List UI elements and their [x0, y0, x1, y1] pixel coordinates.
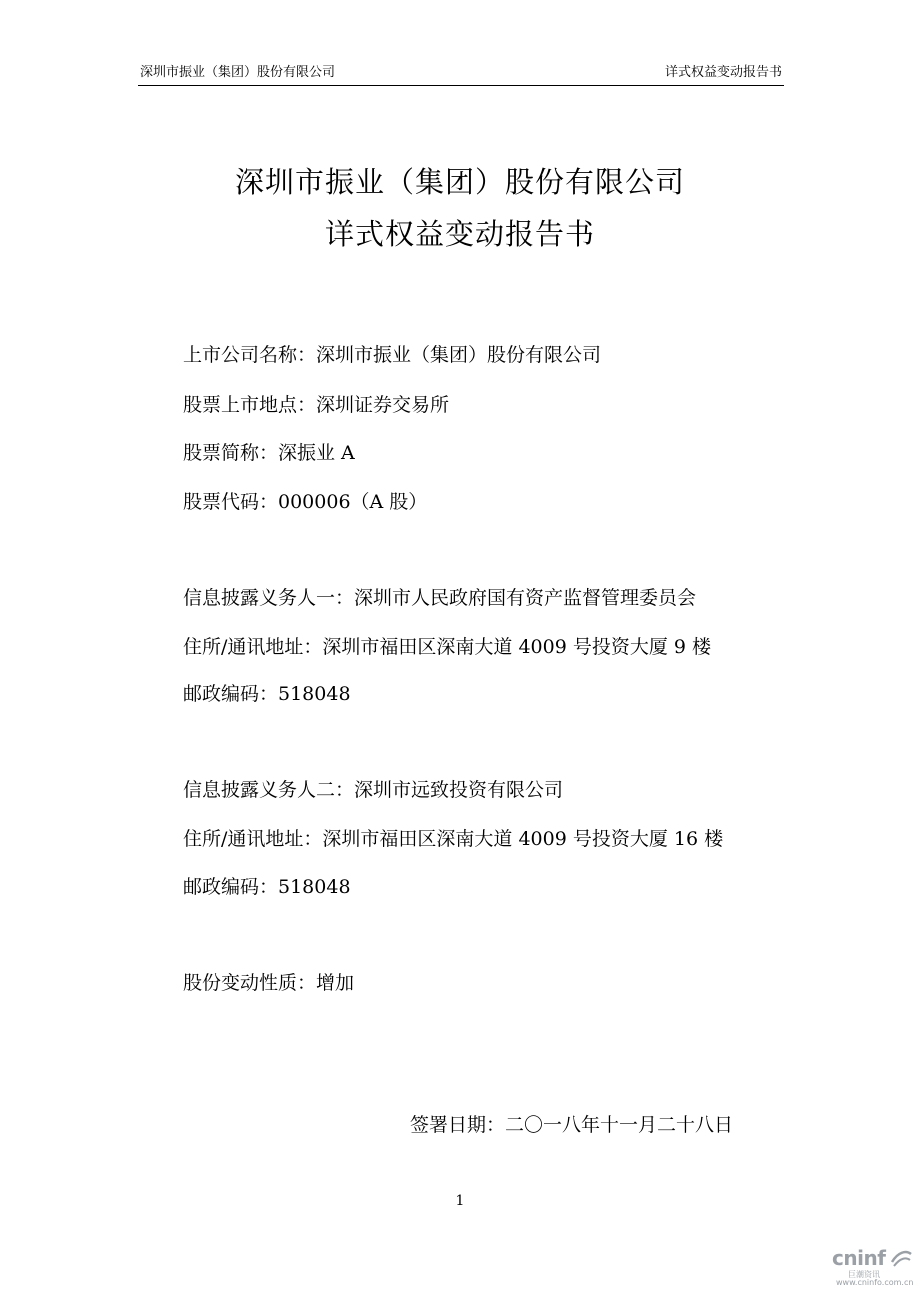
obligor-two-name: 信息披露义务人二：深圳市远致投资有限公司	[183, 779, 564, 801]
stock-short-name: 股票简称：深振业 A	[183, 442, 355, 464]
watermark-url: www.cninfo.com.cn	[836, 1278, 914, 1287]
obligor-one-name: 信息披露义务人一：深圳市人民政府国有资产监督管理委员会	[183, 587, 697, 609]
document-title-company: 深圳市振业（集团）股份有限公司	[234, 165, 685, 199]
watermark-brand: cninf	[832, 1246, 886, 1270]
listing-exchange: 股票上市地点：深圳证券交易所	[183, 394, 450, 416]
header-divider	[138, 85, 784, 86]
stock-code: 股票代码：000006（A 股）	[183, 491, 428, 513]
obligor-two-address: 住所/通讯地址：深圳市福田区深南大道 4009 号投资大厦 16 楼	[183, 828, 724, 850]
obligor-two-postal-code: 邮政编码：518048	[183, 876, 351, 898]
document-title-report: 详式权益变动报告书	[324, 217, 595, 251]
signing-date: 签署日期：二〇一八年十一月二十八日	[410, 1114, 734, 1136]
watermark-logo-icon	[890, 1248, 912, 1268]
header-company-name: 深圳市振业（集团）股份有限公司	[140, 65, 336, 80]
cninfo-watermark	[832, 1246, 912, 1286]
watermark-subtitle: 巨潮资讯	[848, 1270, 880, 1279]
header-document-title: 详式权益变动报告书	[664, 65, 782, 80]
page-number: 1	[455, 1193, 465, 1209]
listed-company-name: 上市公司名称：深圳市振业（集团）股份有限公司	[183, 344, 602, 366]
obligor-one-postal-code: 邮政编码：518048	[183, 683, 351, 705]
share-change-nature: 股份变动性质：增加	[183, 972, 355, 994]
obligor-one-address: 住所/通讯地址：深圳市福田区深南大道 4009 号投资大厦 9 楼	[183, 636, 712, 658]
